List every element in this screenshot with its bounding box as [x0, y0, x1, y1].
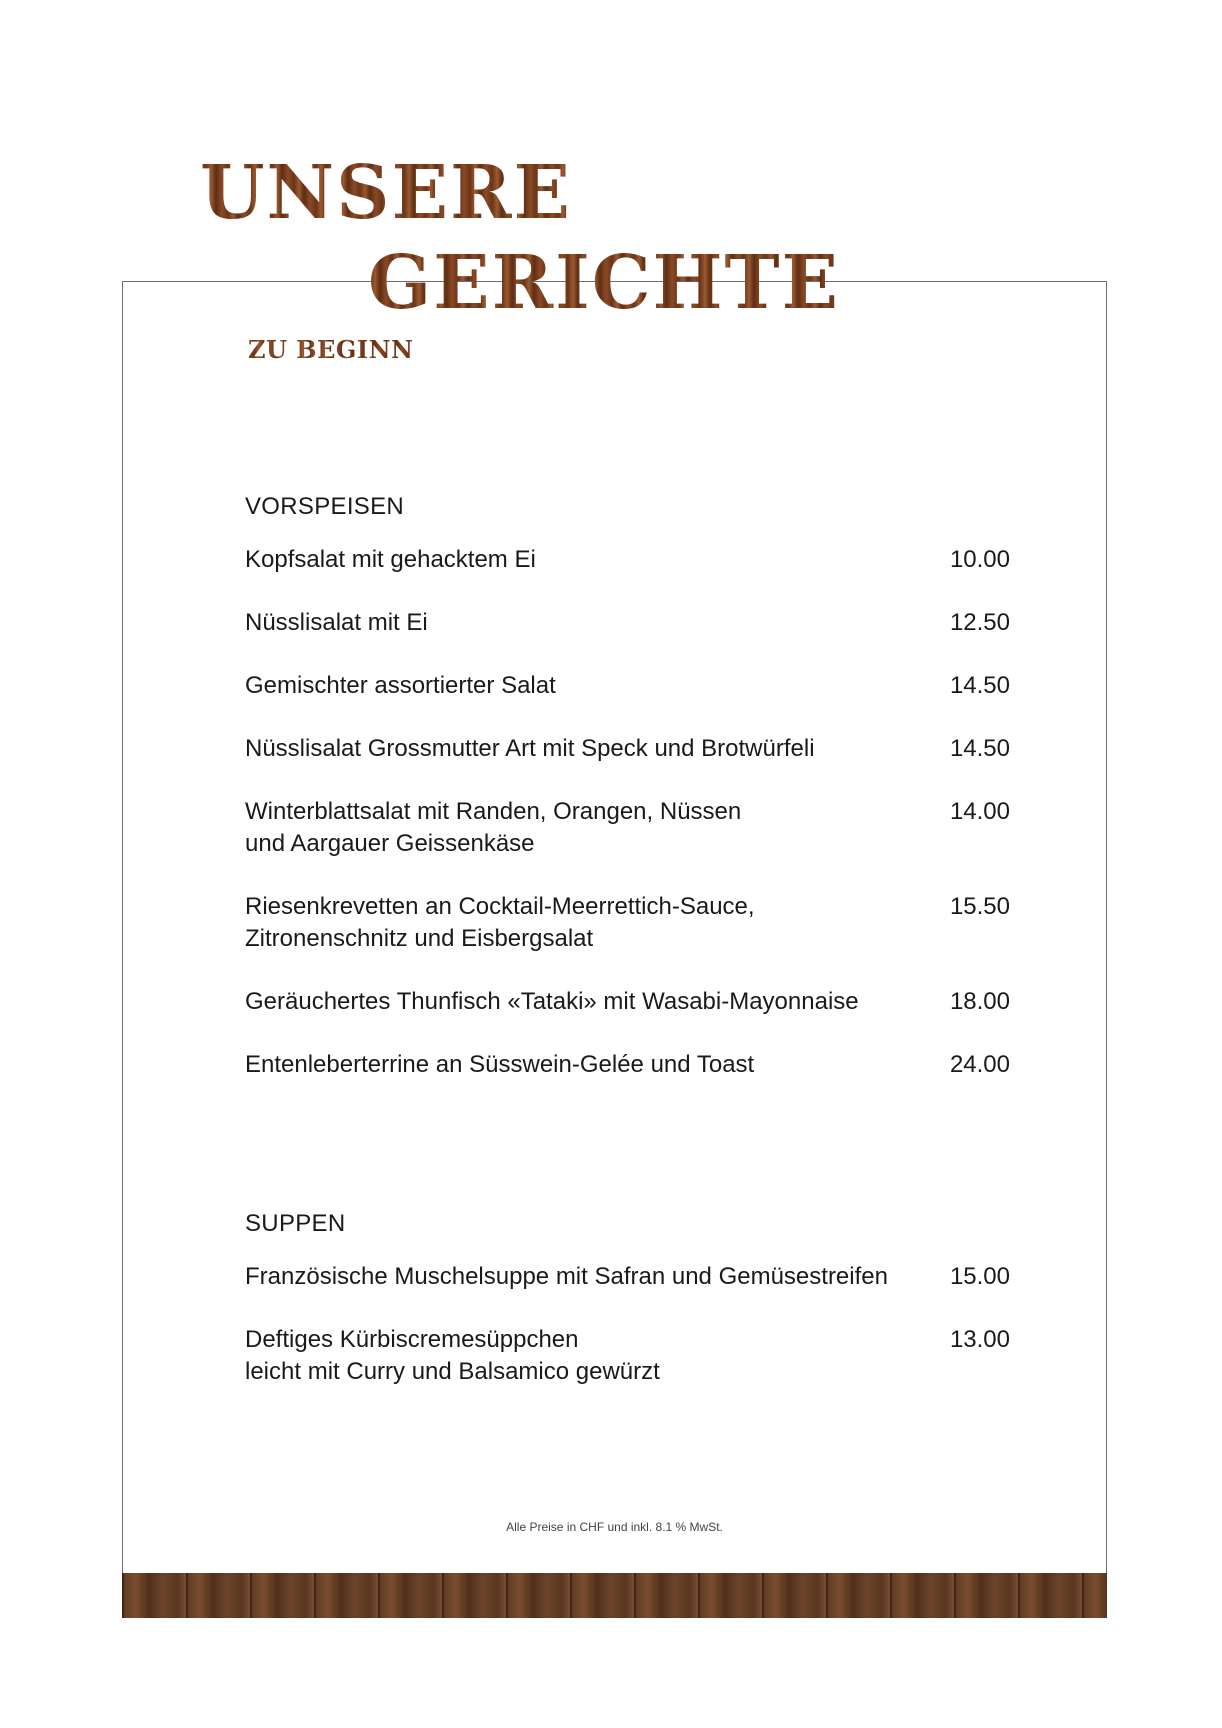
- menu-item-name: Nüsslisalat mit Ei: [245, 609, 428, 636]
- section-heading-vorspeisen: VORSPEISEN: [245, 493, 405, 520]
- menu-item-price: 14.50: [949, 735, 1010, 762]
- menu-item-price: 24.00: [949, 1051, 1010, 1078]
- wood-footer-band: [122, 1573, 1107, 1618]
- menu-item: [245, 891, 1010, 955]
- menu-item-price: 15.50: [949, 893, 1010, 920]
- menu-item-name: Gemischter assortierter Salat: [245, 672, 556, 699]
- menu-item-name-line2: leicht mit Curry und Balsamico gewürzt: [245, 1358, 660, 1385]
- menu-item: [245, 796, 1010, 860]
- menu-item-price: 13.00: [949, 1326, 1010, 1353]
- menu-item: [245, 1261, 1010, 1293]
- menu-item-name-line2: und Aargauer Geissenkäse: [245, 830, 535, 857]
- menu-item-name: Nüsslisalat Grossmutter Art mit Speck und Brotwürfeli: [245, 735, 815, 762]
- menu-item-name: Französische Muschelsuppe mit Safran und Gemüsestreifen: [245, 1263, 888, 1290]
- menu-item-price: 12.50: [949, 609, 1010, 636]
- menu-item: [245, 544, 1010, 576]
- menu-title-line2: GERICHTE: [364, 246, 844, 320]
- price-footnote: Alle Preise in CHF und inkl. 8.1 % MwSt.: [506, 1520, 723, 1534]
- menu-item-name-line2: Zitronenschnitz und Eisbergsalat: [245, 925, 594, 952]
- menu-item: [245, 607, 1010, 639]
- menu-item: [245, 733, 1010, 765]
- menu-item-name: Geräuchertes Thunfisch «Tataki» mit Wasabi-Mayonnaise: [245, 988, 859, 1015]
- menu-item-name: Entenleberterrine an Süsswein-Gelée und Toast: [245, 1051, 755, 1078]
- menu-item-name: Winterblattsalat mit Randen, Orangen, Nüssen: [245, 798, 742, 825]
- menu-item: [245, 986, 1010, 1018]
- menu-subtitle: ZU BEGINN: [248, 335, 414, 364]
- section-heading-suppen: SUPPEN: [245, 1210, 346, 1237]
- menu-item-name: Deftiges Kürbiscremesüppchen: [245, 1326, 579, 1353]
- menu-item-price: 10.00: [949, 546, 1010, 573]
- menu-item: [245, 670, 1010, 702]
- menu-title-line1: UNSERE: [200, 150, 572, 236]
- menu-item: [245, 1324, 1010, 1388]
- menu-item-price: 14.50: [949, 672, 1010, 699]
- menu-item-price: 15.00: [949, 1263, 1010, 1290]
- menu-item-price: 18.00: [949, 988, 1010, 1015]
- menu-item-price: 14.00: [949, 798, 1010, 825]
- menu-item: [245, 1049, 1010, 1081]
- menu-item-name: Riesenkrevetten an Cocktail-Meerrettich-Sauce,: [245, 893, 755, 920]
- menu-item-name: Kopfsalat mit gehacktem Ei: [245, 546, 536, 573]
